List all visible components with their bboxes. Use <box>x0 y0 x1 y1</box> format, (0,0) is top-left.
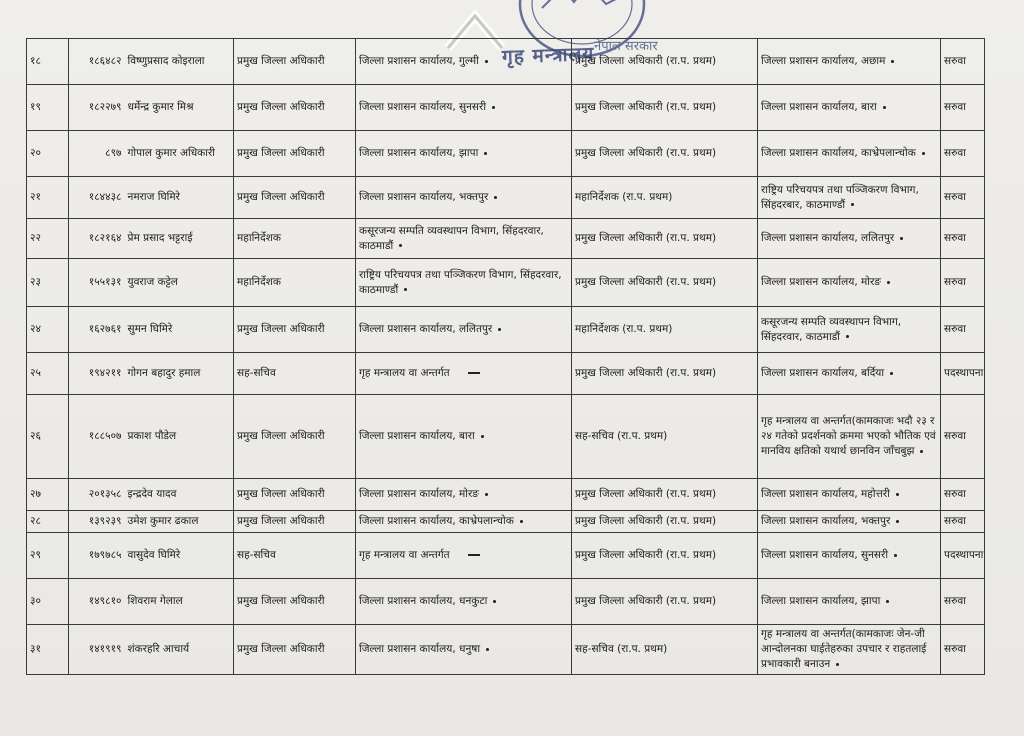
current-office: जिल्ला प्रशासन कार्यालय, सुनसरी <box>356 85 572 131</box>
dot-mark-icon <box>900 237 903 240</box>
current-post: प्रमुख जिल्ला अधिकारी <box>234 131 356 177</box>
new-office: जिल्ला प्रशासन कार्यालय, अछाम <box>758 39 941 85</box>
employee-name: उमेश कुमार ढकाल <box>125 511 234 533</box>
row-number: ३१ <box>27 625 69 675</box>
employee-code: १८८५०७ <box>69 395 125 479</box>
row-number: ३० <box>27 579 69 625</box>
new-post: सह-सचिव (रा.प. प्रथम) <box>572 625 758 675</box>
table-row <box>27 85 985 131</box>
transfer-type: सरुवा <box>941 219 985 259</box>
transfer-type: सरुवा <box>941 131 985 177</box>
current-office: जिल्ला प्रशासन कार्यालय, झापा <box>356 131 572 177</box>
new-post: प्रमुख जिल्ला अधिकारी (रा.प. प्रथम) <box>572 479 758 511</box>
employee-name: प्रकाश पौडेल <box>125 395 234 479</box>
table-row <box>27 579 985 625</box>
seal-bottom-text: गृह मन्त्रालय <box>501 42 595 69</box>
current-office: राष्ट्रिय परिचयपत्र तथा पञ्जिकरण विभाग, सिंहदरवार, काठमाण्डौं <box>356 259 572 307</box>
new-office: कसूरजन्य सम्पति व्यवस्थापन विभाग, सिंहदरवार, काठमाडौं <box>758 307 941 353</box>
employee-name: इन्द्रदेव यादव <box>125 479 234 511</box>
new-office: जिल्ला प्रशासन कार्यालय, काभ्रेपलान्चोक <box>758 131 941 177</box>
row-number: २२ <box>27 219 69 259</box>
new-post: महानिर्देशक (रा.प. प्रथम) <box>572 307 758 353</box>
row-number: २१ <box>27 177 69 219</box>
new-post: प्रमुख जिल्ला अधिकारी (रा.प. प्रथम) <box>572 511 758 533</box>
new-office: जिल्ला प्रशासन कार्यालय, भक्तपुर <box>758 511 941 533</box>
employee-code: १५५१३१ <box>69 259 125 307</box>
dot-mark-icon <box>485 493 488 496</box>
new-post: प्रमुख जिल्ला अधिकारी (रा.प. प्रथम) <box>572 353 758 395</box>
table-row <box>27 177 985 219</box>
transfer-type: सरुवा <box>941 39 985 85</box>
current-office: जिल्ला प्रशासन कार्यालय, मोरङ <box>356 479 572 511</box>
employee-code: १७९७८५ <box>69 533 125 579</box>
dot-mark-icon <box>896 493 899 496</box>
dot-mark-icon <box>520 520 523 523</box>
current-office: जिल्ला प्रशासन कार्यालय, काभ्रेपलान्चोक <box>356 511 572 533</box>
row-number: २९ <box>27 533 69 579</box>
dot-mark-icon <box>846 335 849 338</box>
current-office: गृह मन्त्रालय वा अन्तर्गत <box>356 353 572 395</box>
new-office: जिल्ला प्रशासन कार्यालय, बारा <box>758 85 941 131</box>
dot-mark-icon <box>399 244 402 247</box>
employee-code: १३९२३९ <box>69 511 125 533</box>
current-office: जिल्ला प्रशासन कार्यालय, धनुषा <box>356 625 572 675</box>
dot-mark-icon <box>883 106 886 109</box>
dot-mark-icon <box>492 106 495 109</box>
current-post: प्रमुख जिल्ला अधिकारी <box>234 625 356 675</box>
table-row <box>27 395 985 479</box>
employee-code: २०१३५८ <box>69 479 125 511</box>
row-number: १८ <box>27 39 69 85</box>
row-number: २३ <box>27 259 69 307</box>
row-number: २४ <box>27 307 69 353</box>
transfer-type: सरुवा <box>941 395 985 479</box>
row-number: २७ <box>27 479 69 511</box>
employee-code: १४९८१० <box>69 579 125 625</box>
current-post: प्रमुख जिल्ला अधिकारी <box>234 85 356 131</box>
current-post: प्रमुख जिल्ला अधिकारी <box>234 177 356 219</box>
table-row <box>27 511 985 533</box>
new-office: गृह मन्त्रालय वा अन्तर्गत(कामकाजः भदौ २३ र २४ गतेको प्रदर्शनको क्रममा भएको भौतिक एवं मानविय क्षतिको यथार्थ छानविन जाँचबुझ <box>758 395 941 479</box>
current-post: प्रमुख जिल्ला अधिकारी <box>234 39 356 85</box>
dot-mark-icon <box>886 600 889 603</box>
row-number: २८ <box>27 511 69 533</box>
current-post: सह-सचिव <box>234 353 356 395</box>
current-office: जिल्ला प्रशासन कार्यालय, धनकुटा <box>356 579 572 625</box>
new-post: प्रमुख जिल्ला अधिकारी (रा.प. प्रथम) <box>572 579 758 625</box>
dot-mark-icon <box>481 435 484 438</box>
employee-code: १८२१६४ <box>69 219 125 259</box>
row-number: २५ <box>27 353 69 395</box>
current-post: प्रमुख जिल्ला अधिकारी <box>234 307 356 353</box>
employee-name: सुमन घिमिरे <box>125 307 234 353</box>
dash-mark-icon <box>468 554 480 556</box>
employee-code: १९४२११ <box>69 353 125 395</box>
dot-mark-icon <box>896 520 899 523</box>
new-post: महानिर्देशक (रा.प. प्रथम) <box>572 177 758 219</box>
table-row <box>27 219 985 259</box>
dot-mark-icon <box>493 600 496 603</box>
current-post: प्रमुख जिल्ला अधिकारी <box>234 479 356 511</box>
new-office: जिल्ला प्रशासन कार्यालय, झापा <box>758 579 941 625</box>
transfer-type: सरुवा <box>941 259 985 307</box>
current-office: कसूरजन्य सम्पति व्यवस्थापन विभाग, सिंहदरवार, काठमाडौं <box>356 219 572 259</box>
employee-name: धर्मेन्द्र कुमार मिश्र <box>125 85 234 131</box>
new-office: राष्ट्रिय परिचयपत्र तथा पञ्जिकरण विभाग, सिंहदरबार, काठमाण्डौं <box>758 177 941 219</box>
current-post: सह-सचिव <box>234 533 356 579</box>
transfer-table <box>26 38 985 675</box>
table-row <box>27 307 985 353</box>
current-post: प्रमुख जिल्ला अधिकारी <box>234 579 356 625</box>
dot-mark-icon <box>894 554 897 557</box>
current-office: जिल्ला प्रशासन कार्यालय, भक्तपुर <box>356 177 572 219</box>
new-post: प्रमुख जिल्ला अधिकारी (रा.प. प्रथम) <box>572 533 758 579</box>
transfer-type: पदस्थापना <box>941 353 985 395</box>
table-row <box>27 625 985 675</box>
transfer-type: सरुवा <box>941 479 985 511</box>
transfer-type: सरुवा <box>941 307 985 353</box>
table-row <box>27 353 985 395</box>
transfer-type: सरुवा <box>941 625 985 675</box>
row-number: १९ <box>27 85 69 131</box>
new-post: प्रमुख जिल्ला अधिकारी (रा.प. प्रथम) <box>572 219 758 259</box>
current-office: जिल्ला प्रशासन कार्यालय, बारा <box>356 395 572 479</box>
transfer-type: सरुवा <box>941 579 985 625</box>
employee-name: युवराज कट्टेल <box>125 259 234 307</box>
new-office: जिल्ला प्रशासन कार्यालय, ललितपुर <box>758 219 941 259</box>
table-row <box>27 259 985 307</box>
new-office: जिल्ला प्रशासन कार्यालय, महोत्तरी <box>758 479 941 511</box>
transfer-type: पदस्थापना <box>941 533 985 579</box>
new-office: गृह मन्त्रालय वा अन्तर्गत(कामकाजः जेन-जी आन्दोलनका घाईतेहरुका उपचार र राहतलाई प्रभावकारी बनाउन <box>758 625 941 675</box>
transfer-type: सरुवा <box>941 85 985 131</box>
employee-name: विष्णुप्रसाद कोइराला <box>125 39 234 85</box>
employee-name: नमराज घिमिरे <box>125 177 234 219</box>
new-post: प्रमुख जिल्ला अधिकारी (रा.प. प्रथम) <box>572 39 758 85</box>
new-office: जिल्ला प्रशासन कार्यालय, बर्दिया <box>758 353 941 395</box>
employee-code: १६२७६१ <box>69 307 125 353</box>
current-office: जिल्ला प्रशासन कार्यालय, गुल्मी <box>356 39 572 85</box>
employee-name: शिवराम गेलाल <box>125 579 234 625</box>
dot-mark-icon <box>890 372 893 375</box>
dot-mark-icon <box>891 60 894 63</box>
seal-top-text: नेपाल सरकार <box>594 39 658 54</box>
dot-mark-icon <box>887 281 890 284</box>
dot-mark-icon <box>836 663 839 666</box>
dot-mark-icon <box>494 196 497 199</box>
transfer-type: सरुवा <box>941 177 985 219</box>
dot-mark-icon <box>404 288 407 291</box>
table-row <box>27 131 985 177</box>
employee-code: १८६४८२ <box>69 39 125 85</box>
dot-mark-icon <box>922 152 925 155</box>
new-office: जिल्ला प्रशासन कार्यालय, मोरङ <box>758 259 941 307</box>
employee-name: शंकरहरि आचार्य <box>125 625 234 675</box>
new-post: प्रमुख जिल्ला अधिकारी (रा.प. प्रथम) <box>572 131 758 177</box>
new-post: प्रमुख जिल्ला अधिकारी (रा.प. प्रथम) <box>572 85 758 131</box>
dot-mark-icon <box>485 60 488 63</box>
current-office: गृह मन्त्रालय वा अन्तर्गत <box>356 533 572 579</box>
current-office: जिल्ला प्रशासन कार्यालय, ललितपुर <box>356 307 572 353</box>
current-post: महानिर्देशक <box>234 259 356 307</box>
current-post: प्रमुख जिल्ला अधिकारी <box>234 511 356 533</box>
table-row <box>27 39 985 85</box>
employee-name: गोगन बहादुर हमाल <box>125 353 234 395</box>
new-post: प्रमुख जिल्ला अधिकारी (रा.प. प्रथम) <box>572 259 758 307</box>
row-number: २६ <box>27 395 69 479</box>
current-post: प्रमुख जिल्ला अधिकारी <box>234 395 356 479</box>
new-office: जिल्ला प्रशासन कार्यालय, सुनसरी <box>758 533 941 579</box>
dot-mark-icon <box>920 450 923 453</box>
employee-code: १८४४३८ <box>69 177 125 219</box>
table-row <box>27 479 985 511</box>
dot-mark-icon <box>498 328 501 331</box>
employee-name: प्रेम प्रसाद भट्टराई <box>125 219 234 259</box>
employee-name: वासुदेव घिमिरे <box>125 533 234 579</box>
employee-code: १४१९१९ <box>69 625 125 675</box>
transfer-type: सरुवा <box>941 511 985 533</box>
dash-mark-icon <box>468 372 480 374</box>
employee-code: ८९७ <box>69 131 125 177</box>
dot-mark-icon <box>484 152 487 155</box>
row-number: २० <box>27 131 69 177</box>
new-post: सह-सचिव (रा.प. प्रथम) <box>572 395 758 479</box>
dot-mark-icon <box>851 203 854 206</box>
employee-name: गोपाल कुमार अधिकारी <box>125 131 234 177</box>
table-row <box>27 533 985 579</box>
dot-mark-icon <box>486 648 489 651</box>
employee-code: १८२२७९ <box>69 85 125 131</box>
current-post: महानिर्देशक <box>234 219 356 259</box>
